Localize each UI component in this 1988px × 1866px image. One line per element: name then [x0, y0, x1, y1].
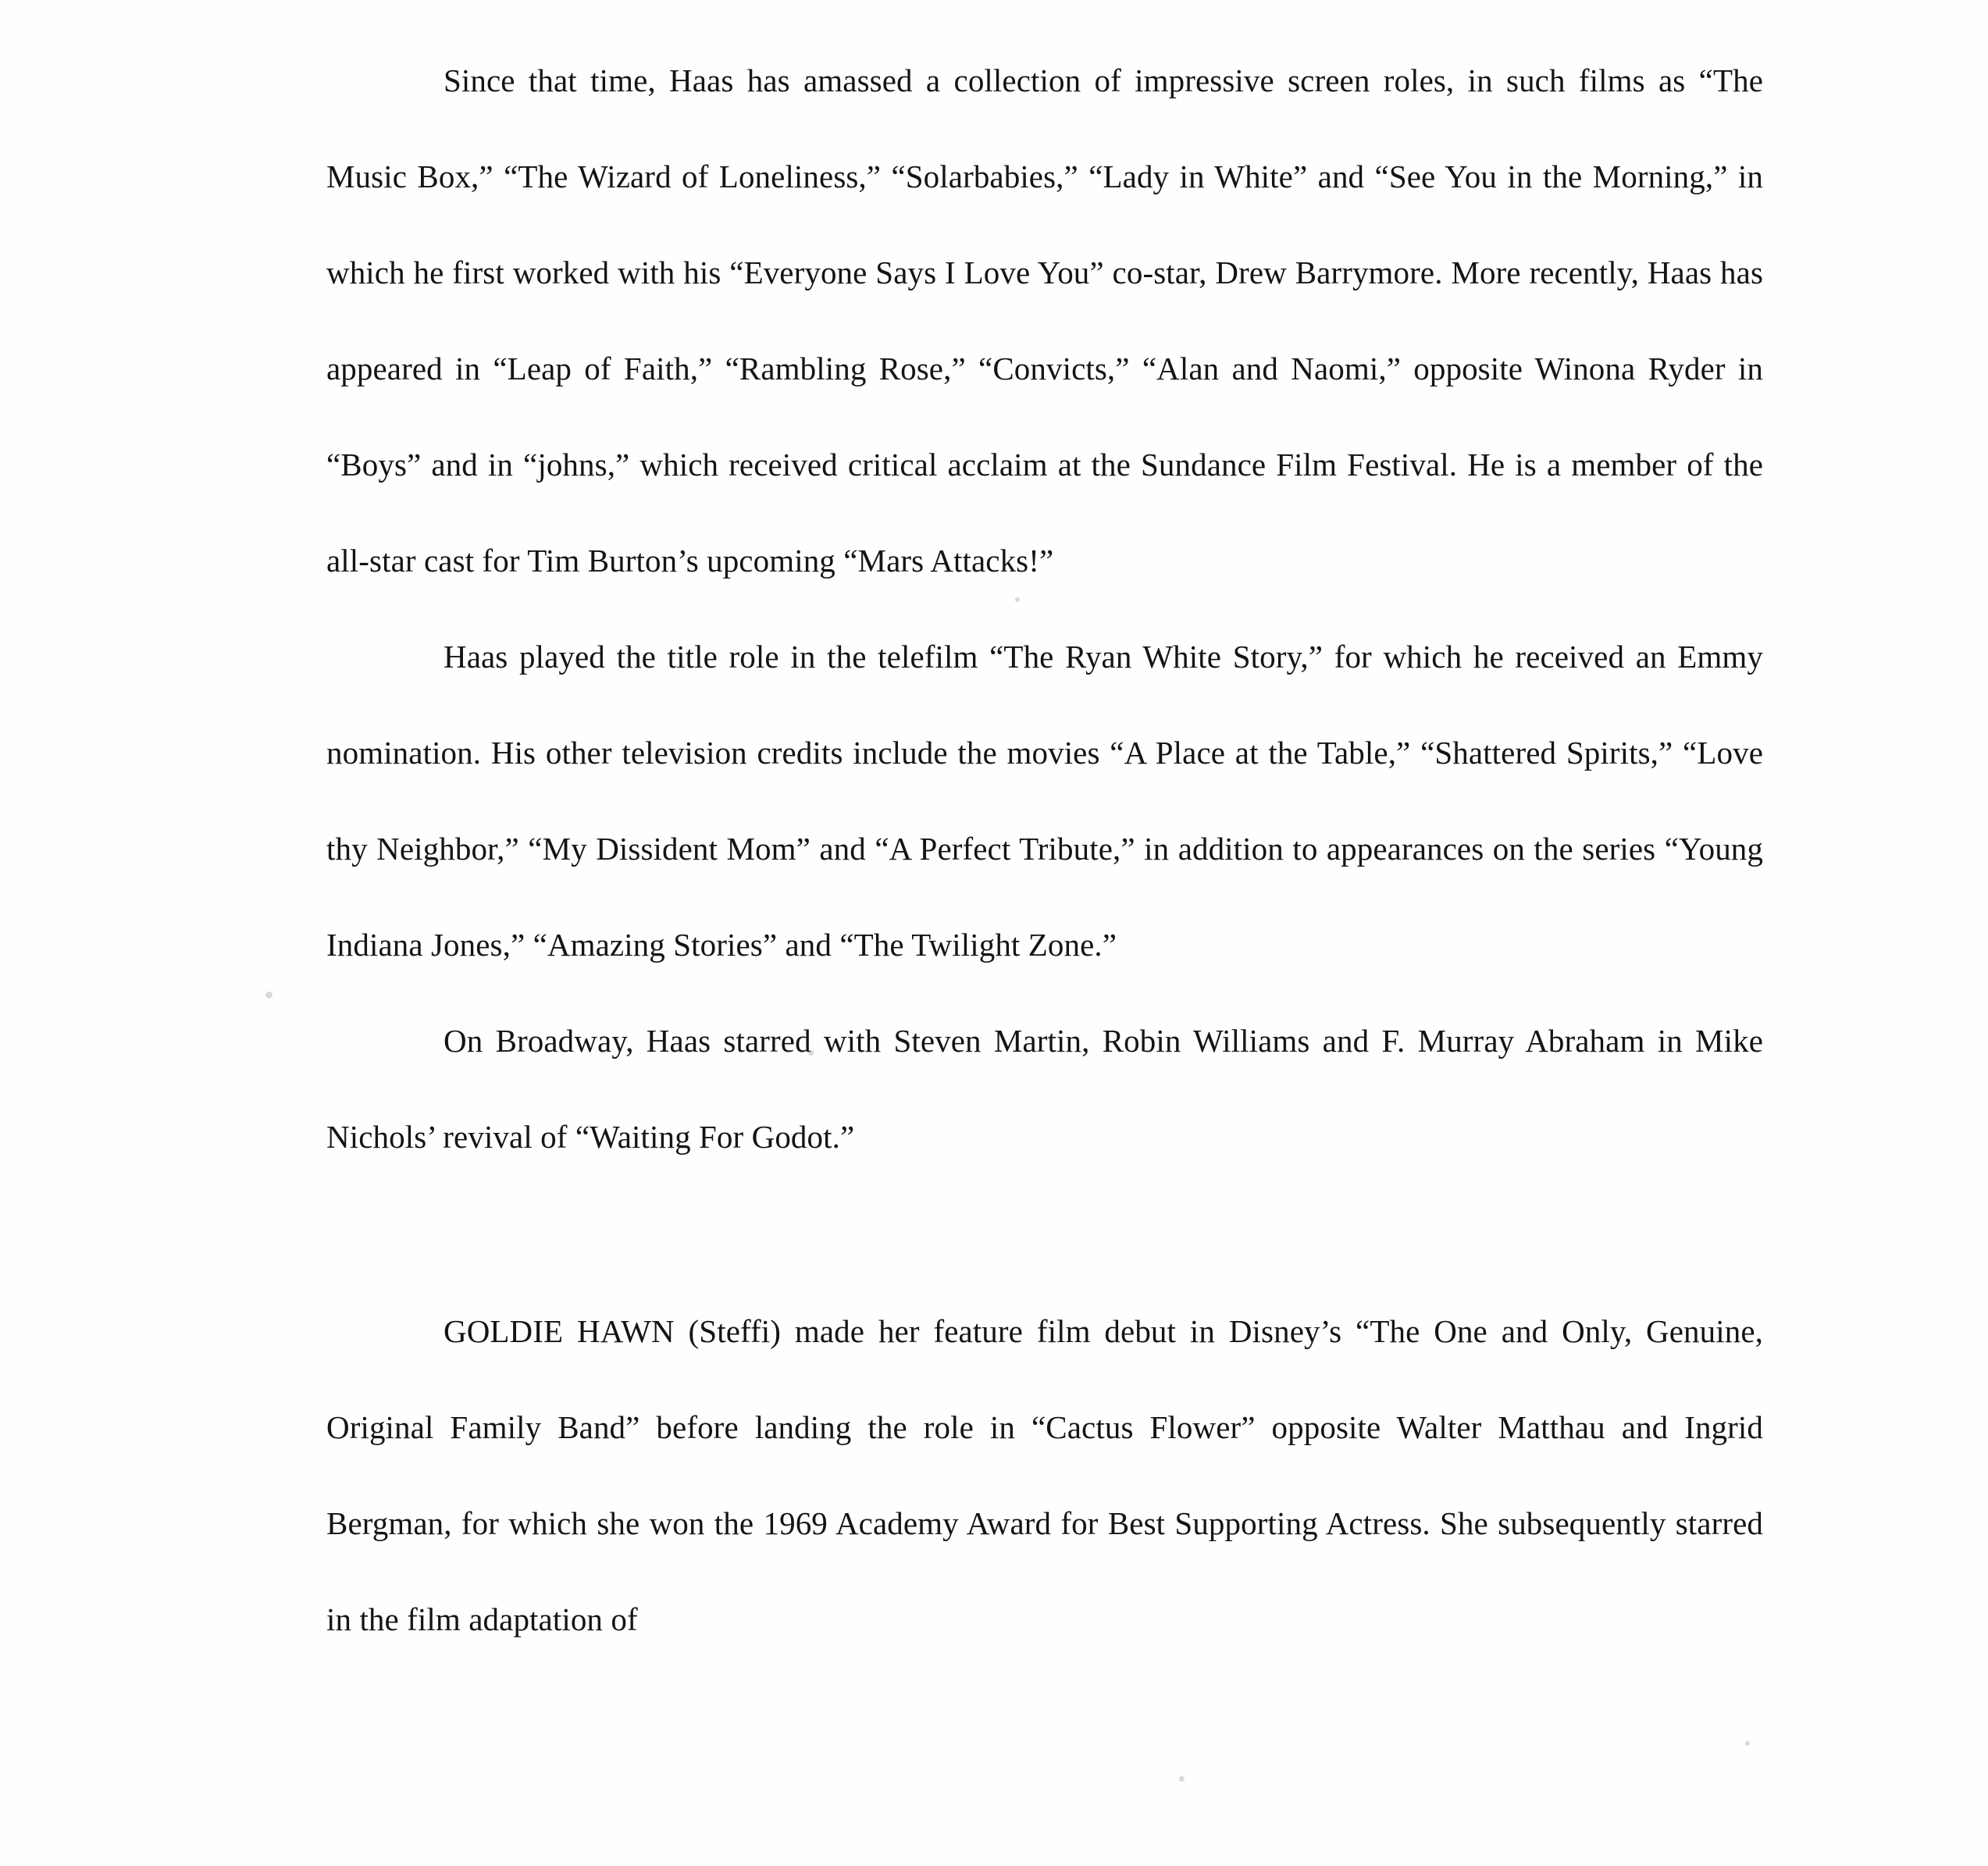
paragraph-spacer: [326, 1185, 1763, 1284]
scan-speck: [265, 992, 273, 999]
paragraph-1: Since that time, Haas has amassed a collection of impressive screen roles, in such films as “The Music Box,” “The Wizard of Loneliness,” “Solarbabies,” “Lady in White” and “See You in the Morning,” in which he first worked with his “Everyone Says I Love You” co-star, Drew Barrymore. More recently, Haas has appeared in “Leap of Faith,” “Rambling Rose,” “Convicts,” “Alan and Naomi,” opposite Winona Ryder in “Boys” and in “johns,” which received critical acclaim at the Sundance Film Festival. He is a member of the all-star cast for Tim Burton’s upcoming “Mars Attacks!”: [326, 62, 1763, 579]
paragraph-2: Haas played the title role in the telefilm “The Ryan White Story,” for which he received an Emmy nomination. His other television credits include the movies “A Place at the Table,” “Shattered Spirits,” “Love thy Neighbor,” “My Dissident Mom” and “A Perfect Tribute,” in addition to appearances on the series “Young Indiana Jones,” “Amazing Stories” and “The Twilight Zone.”: [326, 639, 1763, 963]
document-text-body: [326, 33, 1763, 1668]
scan-speck: [1745, 1741, 1750, 1746]
paragraph-3: On Broadway, Haas starred with Steven Martin, Robin Williams and F. Murray Abraham in Mike Nichols’ revival of “Waiting For Godot.”: [326, 1023, 1763, 1155]
scan-speck: [1179, 1776, 1185, 1782]
paragraph-4: GOLDIE HAWN (Steffi) made her feature film debut in Disney’s “The One and Only, Genuine, Original Family Band” before landing the role in “Cactus Flower” opposite Walter Matthau and Ingrid Bergman, for which she won the 1969 Academy Award for Best Supporting Actress. She subsequently starred in the film adaptation of: [326, 1313, 1763, 1637]
